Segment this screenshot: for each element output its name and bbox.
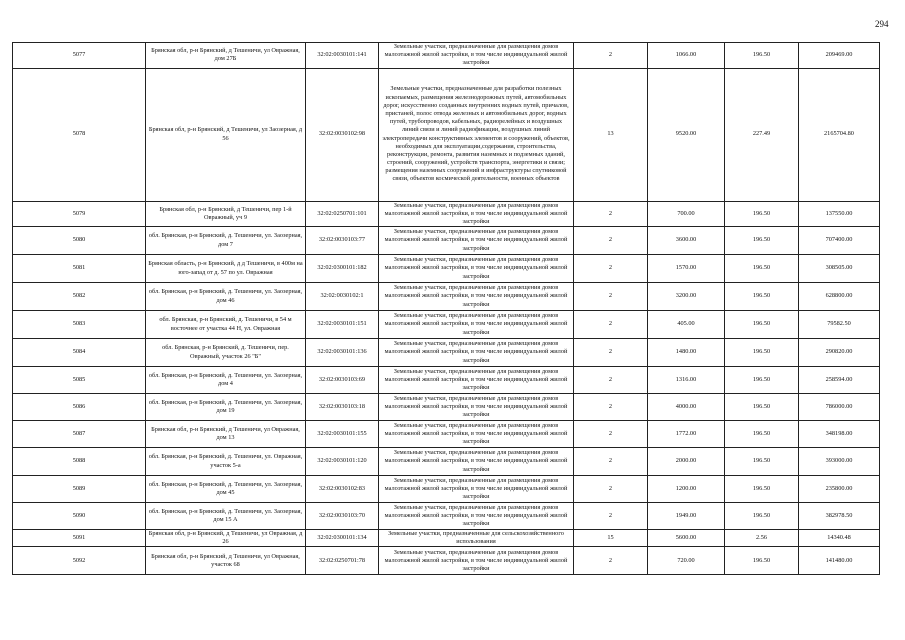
category-code-cell: 2 [574,201,648,227]
cadastral-value-cell: 786000.00 [799,394,880,421]
table-row [13,283,880,311]
area-cell: 2000.00 [648,448,725,476]
specific-value-cell: 196.50 [725,43,799,69]
cadastral-value-cell: 141480.00 [799,547,880,575]
permitted-use-cell: Земельные участки, предназначенные для размещения домов малоэтажной жилой застройки, в том числе индивидуальной жилой застройки [379,476,574,503]
area-cell: 3200.00 [648,283,725,311]
record-number-cell: 5083 [13,311,146,339]
address-cell: Брянская обл, р-н Брянский, д Тешеничи, ул Овражная, участок 68 [146,547,306,575]
address-cell: обл. Брянская, р-н Брянский, д. Тешеничи, ул. Заозерная, дом 7 [146,227,306,255]
cadastral-value-cell: 2165704.80 [799,68,880,201]
permitted-use-cell: Земельные участки, предназначенные для сельскохозяйственного использования [379,530,574,547]
category-code-cell: 2 [574,227,648,255]
specific-value-cell: 196.50 [725,421,799,448]
cadastral-value-cell: 290820.00 [799,339,880,367]
table-row [13,547,880,575]
area-cell: 1949.00 [648,503,725,530]
permitted-use-cell: Земельные участки, предназначенные для размещения домов малоэтажной жилой застройки, в том числе индивидуальной жилой застройки [379,339,574,367]
record-number-cell: 5080 [13,227,146,255]
record-number-cell: 5092 [13,547,146,575]
area-cell: 1772.00 [648,421,725,448]
specific-value-cell: 2.56 [725,530,799,547]
area-cell: 700.00 [648,201,725,227]
category-code-cell: 2 [574,394,648,421]
record-number-cell: 5089 [13,476,146,503]
category-code-cell: 2 [574,547,648,575]
cadastral-number-cell: 32:02:0030101:141 [306,43,379,69]
cadastral-number-cell: 32:02:0030101:151 [306,311,379,339]
specific-value-cell: 196.50 [725,201,799,227]
specific-value-cell: 196.50 [725,367,799,394]
area-cell: 1200.00 [648,476,725,503]
address-cell: обл. Брянская, р-н Брянский, д. Тешеничи, ул. Заозерная, дом 19 [146,394,306,421]
record-number-cell: 5088 [13,448,146,476]
category-code-cell: 2 [574,448,648,476]
cadastral-number-cell: 32:02:0030103:70 [306,503,379,530]
cadastral-number-cell: 32:02:0030102:1 [306,283,379,311]
category-code-cell: 2 [574,43,648,69]
table-row [13,448,880,476]
address-cell: Брянская обл, р-н Брянский, д Тешеничи, ул Овражная, дом 27Б [146,43,306,69]
table-row [13,421,880,448]
area-cell: 720.00 [648,547,725,575]
category-code-cell: 2 [574,476,648,503]
cadastral-value-cell: 137550.00 [799,201,880,227]
record-number-cell: 5091 [13,530,146,547]
cadastral-value-cell: 628800.00 [799,283,880,311]
specific-value-cell: 196.50 [725,394,799,421]
area-cell: 3600.00 [648,227,725,255]
permitted-use-cell: Земельные участки, предназначенные для размещения домов малоэтажной жилой застройки, в том числе индивидуальной жилой застройки [379,227,574,255]
table-row [13,68,880,201]
cadastral-number-cell: 32:02:0030103:18 [306,394,379,421]
page-number: 294 [875,19,889,29]
specific-value-cell: 196.50 [725,283,799,311]
cadastral-value-cell: 707400.00 [799,227,880,255]
area-cell: 4000.00 [648,394,725,421]
address-cell: Брянская обл, р-н Брянский, д Тешеничи, ул Заозерная, д 56 [146,68,306,201]
address-cell: обл. Брянская, р-н Брянский, д. Тешеничи, в 54 м восточнее от участка 44 Н, ул. Овражная [146,311,306,339]
area-cell: 1480.00 [648,339,725,367]
table-row [13,339,880,367]
address-cell: обл. Брянская, р-н Брянский, д. Тешеничи, ул. Заозерная, дом 4 [146,367,306,394]
permitted-use-cell: Земельные участки, предназначенные для размещения домов малоэтажной жилой застройки, в том числе индивидуальной жилой застройки [379,255,574,283]
category-code-cell: 2 [574,255,648,283]
specific-value-cell: 196.50 [725,339,799,367]
table-row [13,43,880,69]
category-code-cell: 2 [574,367,648,394]
area-cell: 1066.00 [648,43,725,69]
cadastral-value-cell: 209469.00 [799,43,880,69]
table-row [13,311,880,339]
record-number-cell: 5078 [13,68,146,201]
permitted-use-cell: Земельные участки, предназначенные для размещения домов малоэтажной жилой застройки, в том числе индивидуальной жилой застройки [379,448,574,476]
record-number-cell: 5082 [13,283,146,311]
cadastral-number-cell: 32:02:0030103:69 [306,367,379,394]
cadastral-number-cell: 32:02:0030103:77 [306,227,379,255]
category-code-cell: 2 [574,339,648,367]
permitted-use-cell: Земельные участки, предназначенные для разработки полезных ископаемых, размещения железнодорожных путей, автомобильных дорог, искусственно созданных внутренних водных путей, причалов, пристаней, полос отвода железных и автомобильных дорог, водных путей, трубопроводов, кабельных, радиорелейных и воздушных линий связи и линий радиофикации, воздушных линий электропередачи конструктивных элементов и сооружений, объектов, необходимых для эксплуатации,содержания, строительства, реконструкции, ремонта, развития наземных и подземных зданий, строений, сооружений, устройств транспорта, энергетики и связи; размещения наземных сооружений и инфраструктуры спутниковой связи, объектов космической деятельности, военных объектов [379,68,574,201]
table-row [13,503,880,530]
cadastral-value-cell: 382978.50 [799,503,880,530]
area-cell: 9520.00 [648,68,725,201]
area-cell: 1316.00 [648,367,725,394]
address-cell: Брянская область, р-н Брянский, д д Тешеничи, в 400м на юго-запад от д. 57 по ул. Овражная [146,255,306,283]
specific-value-cell: 196.50 [725,503,799,530]
cadastral-number-cell: 32:02:0030101:155 [306,421,379,448]
table-row [13,530,880,547]
specific-value-cell: 227.49 [725,68,799,201]
cadastral-number-cell: 32:02:0030102:98 [306,68,379,201]
address-cell: Брянская обл, р-н Брянский, д Тешеничи, ул Овражная, дом 13 [146,421,306,448]
category-code-cell: 15 [574,530,648,547]
permitted-use-cell: Земельные участки, предназначенные для размещения домов малоэтажной жилой застройки, в том числе индивидуальной жилой застройки [379,367,574,394]
record-number-cell: 5087 [13,421,146,448]
specific-value-cell: 196.50 [725,227,799,255]
cadastral-number-cell: 32:02:0030101:136 [306,339,379,367]
table-row [13,201,880,227]
cadastral-value-cell: 79582.50 [799,311,880,339]
table-row [13,476,880,503]
cadastral-value-cell: 393000.00 [799,448,880,476]
permitted-use-cell: Земельные участки, предназначенные для размещения домов малоэтажной жилой застройки, в том числе индивидуальной жилой застройки [379,503,574,530]
area-cell: 405.00 [648,311,725,339]
address-cell: обл. Брянская, р-н Брянский, д. Тешеничи, ул. Заозерная, дом 45 [146,476,306,503]
table-row [13,255,880,283]
record-number-cell: 5084 [13,339,146,367]
table-body [13,43,880,575]
category-code-cell: 2 [574,421,648,448]
land-registry-table [12,42,880,575]
address-cell: обл. Брянская, р-н Брянский, д. Тешеничи, ул. Заозерная, дом 46 [146,283,306,311]
table-row [13,227,880,255]
table-row [13,394,880,421]
cadastral-value-cell: 348198.00 [799,421,880,448]
cadastral-value-cell: 258594.00 [799,367,880,394]
cadastral-number-cell: 32:02:0030101:120 [306,448,379,476]
address-cell: обл. Брянская, р-н Брянский, д. Тешеничи, ул. Заозерная, дом 15 А [146,503,306,530]
permitted-use-cell: Земельные участки, предназначенные для размещения домов малоэтажной жилой застройки, в том числе индивидуальной жилой застройки [379,547,574,575]
category-code-cell: 13 [574,68,648,201]
permitted-use-cell: Земельные участки, предназначенные для размещения домов малоэтажной жилой застройки, в том числе индивидуальной жилой застройки [379,311,574,339]
permitted-use-cell: Земельные участки, предназначенные для размещения домов малоэтажной жилой застройки, в том числе индивидуальной жилой застройки [379,283,574,311]
record-number-cell: 5085 [13,367,146,394]
area-cell: 5600.00 [648,530,725,547]
cadastral-number-cell: 32:02:0030102:83 [306,476,379,503]
address-cell: Брянская обл, р-н Брянский, д Тешеничи, пер 1-й Овражный, уч 9 [146,201,306,227]
area-cell: 1570.00 [648,255,725,283]
address-cell: Брянская обл, р-н Брянский, д Тешеничи, ул Овражная, д 26 [146,530,306,547]
record-number-cell: 5079 [13,201,146,227]
specific-value-cell: 196.50 [725,476,799,503]
table-row [13,367,880,394]
permitted-use-cell: Земельные участки, предназначенные для размещения домов малоэтажной жилой застройки, в том числе индивидуальной жилой застройки [379,421,574,448]
record-number-cell: 5077 [13,43,146,69]
cadastral-value-cell: 308505.00 [799,255,880,283]
specific-value-cell: 196.50 [725,255,799,283]
specific-value-cell: 196.50 [725,448,799,476]
cadastral-number-cell: 32:02:0300101:134 [306,530,379,547]
category-code-cell: 2 [574,503,648,530]
address-cell: обл. Брянская, р-н Брянский, д. Тешеничи, ул. Овражная, участок 5-а [146,448,306,476]
cadastral-number-cell: 32:02:0250701:78 [306,547,379,575]
record-number-cell: 5081 [13,255,146,283]
record-number-cell: 5086 [13,394,146,421]
permitted-use-cell: Земельные участки, предназначенные для размещения домов малоэтажной жилой застройки, в том числе индивидуальной жилой застройки [379,201,574,227]
record-number-cell: 5090 [13,503,146,530]
permitted-use-cell: Земельные участки, предназначенные для размещения домов малоэтажной жилой застройки, в том числе индивидуальной жилой застройки [379,394,574,421]
cadastral-number-cell: 32:02:0250701:101 [306,201,379,227]
category-code-cell: 2 [574,311,648,339]
cadastral-value-cell: 235800.00 [799,476,880,503]
specific-value-cell: 196.50 [725,547,799,575]
cadastral-number-cell: 32:02:0300101:182 [306,255,379,283]
address-cell: обл. Брянская, р-н Брянский, д. Тешеничи, пер. Овражный, участок 26 "Б" [146,339,306,367]
permitted-use-cell: Земельные участки, предназначенные для размещения домов малоэтажной жилой застройки, в том числе индивидуальной жилой застройки [379,43,574,69]
specific-value-cell: 196.50 [725,311,799,339]
category-code-cell: 2 [574,283,648,311]
cadastral-value-cell: 14340.48 [799,530,880,547]
